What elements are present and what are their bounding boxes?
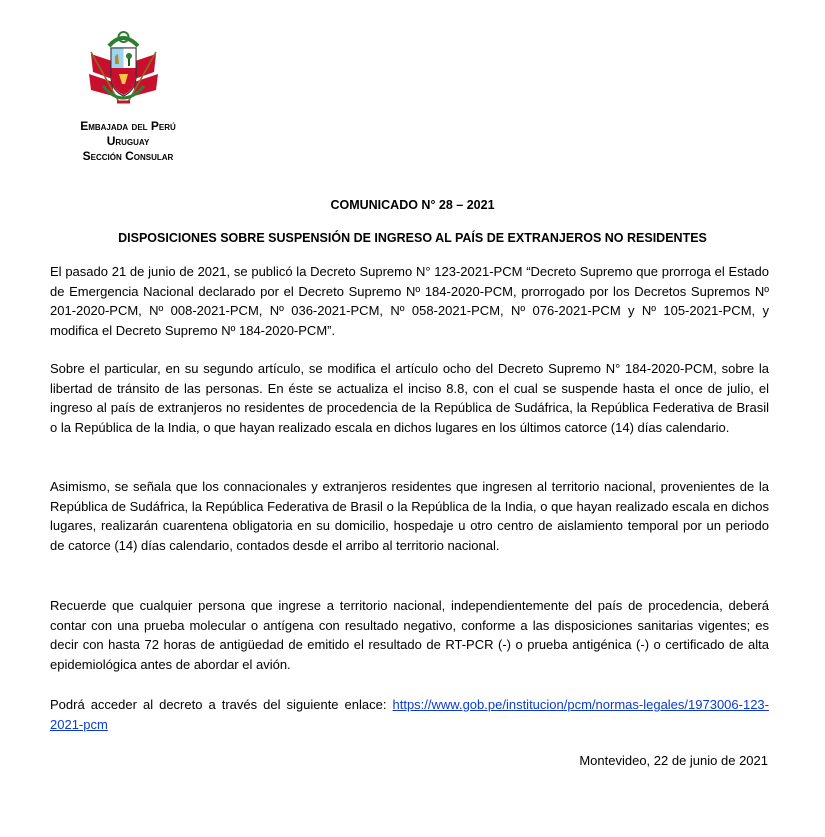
header-country: Uruguay [106,134,150,148]
communique-subject: DISPOSICIONES SOBRE SUSPENSIÓN DE INGRESO AL PAÍS DE EXTRANJEROS NO RESIDENTES [118,231,707,245]
link-intro-text: Podrá acceder al decreto a través del siguiente enlace: [50,697,393,712]
header-section: Sección Consular [82,149,174,163]
paragraph-4: Recuerde que cualquier persona que ingrese a territorio nacional, independientemente del país de procedencia, deberá contar con una prueba molecular o antígena con resultado negativo, conforme a las disposiciones sanitarias vigentes; es decir con hasta 72 horas de antigüedad de emitido el resultado de RT-PCR (-) o prueba antigénica (-) o certificado de alta epidemiológica antes de abordar el avión. [50,598,769,672]
paragraph-3: Asimismo, se señala que los connacionales y extranjeros residentes que ingresen al territorio nacional, provenientes de la República de Sudáfrica, la República Federativa de Brasil o la República de la India, o que hayan realizado escala en dichos lugares, realizarán cuarentena obligatoria en su domicilio, hospedaje u otro centro de aislamiento temporal por un periodo de catorce (14) días calendario, contados desde el arribo al territorio nacional. [50,479,769,553]
header-embassy-name: Embajada del Perú [80,119,176,133]
date-line: Montevideo, 22 de junio de 2021 [579,753,768,768]
decree-link[interactable]: https://www.gob.pe/institucion/pcm/normas-legales/1973006-123-2021-pcm [50,697,769,732]
coat-of-arms-emblem [85,26,162,112]
communique-number: COMUNICADO N° 28 – 2021 [330,198,495,212]
paragraph-link [50,695,769,734]
embassy-header [40,119,216,164]
paragraph-1: El pasado 21 de junio de 2021, se publicó la Decreto Supremo N° 123-2021-PCM “Decreto Supremo que prorroga el Estado de Emergencia Nacional declarado por el Decreto Supremo Nº 184-2020-PCM, prorrogado por los Decretos Supremos Nº 201-2020-PCM, Nº 008-2021-PCM, Nº 036-2021-PCM, Nº 058-2021-PCM, Nº 076-2021-PCM y Nº 105-2021-PCM, y modifica el Decreto Supremo Nº 184-2020-PCM”. [50,264,769,338]
paragraph-2: Sobre el particular, en su segundo artículo, se modifica el artículo ocho del Decreto Supremo N° 184-2020-PCM, sobre la libertad de tránsito de las personas. En éste se actualiza el inciso 8.8, con el cual se suspende hasta el once de julio, el ingreso al país de extranjeros no residentes de procedencia de la República de Sudáfrica, la República Federativa de Brasil o la República de la India, o que hayan realizado escala en dichos lugares en los últimos catorce (14) días calendario. [50,361,769,435]
